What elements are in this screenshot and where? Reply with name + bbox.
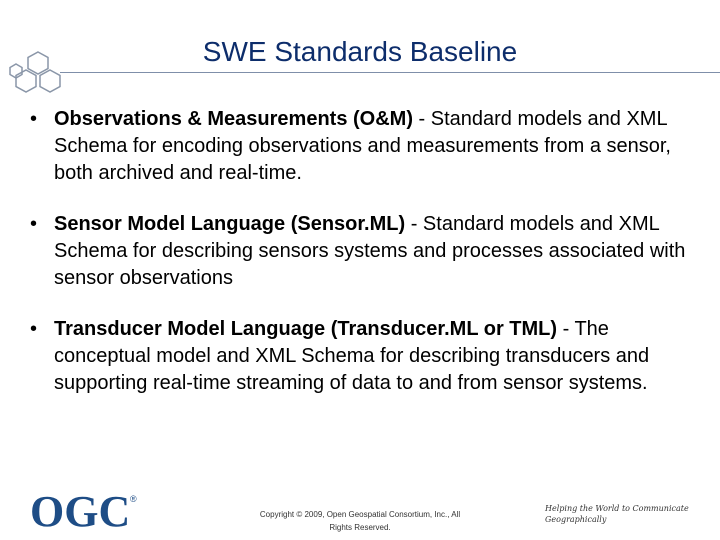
tagline-line: Helping the World to Communicate [545, 504, 689, 513]
ogc-logo-text: OGC [30, 488, 131, 530]
registered-mark: ® [130, 494, 137, 504]
bullet-term: Transducer Model Language (Transducer.ML or TML) [54, 318, 558, 340]
title-divider [60, 72, 720, 73]
copyright-line: Rights Reserved. [329, 523, 391, 532]
copyright-notice [240, 508, 480, 534]
bullet-term: Observations & Measurements (O&M) [54, 108, 413, 130]
bullet-glyph: • [30, 318, 38, 340]
bullet-description: - Standard models and XML Schema for encoding observations and measurements from a sensor, both archived and real-time. [54, 108, 671, 184]
copyright-line: Copyright © 2009, Open Geospatial Consortium, Inc., All [259, 510, 461, 519]
bullet-item [30, 211, 700, 292]
bullet-list [30, 106, 700, 421]
bullet-item [30, 316, 700, 397]
slide-title: SWE Standards Baseline [202, 36, 518, 67]
tagline [545, 503, 705, 525]
bullet-glyph: • [30, 213, 38, 235]
ogc-logo [30, 488, 140, 530]
bullet-item [30, 106, 700, 187]
bullet-description: - Standard models and XML Schema for describing sensors systems and processes associated with sensor observations [54, 213, 686, 289]
bullet-term: Sensor Model Language (Sensor.ML) [54, 213, 406, 235]
bullet-description: - The conceptual model and XML Schema for describing transducers and supporting real-time streaming of data to and from sensor systems. [54, 318, 650, 394]
tagline-line: Geographically [545, 515, 607, 524]
bullet-glyph: • [30, 108, 38, 130]
